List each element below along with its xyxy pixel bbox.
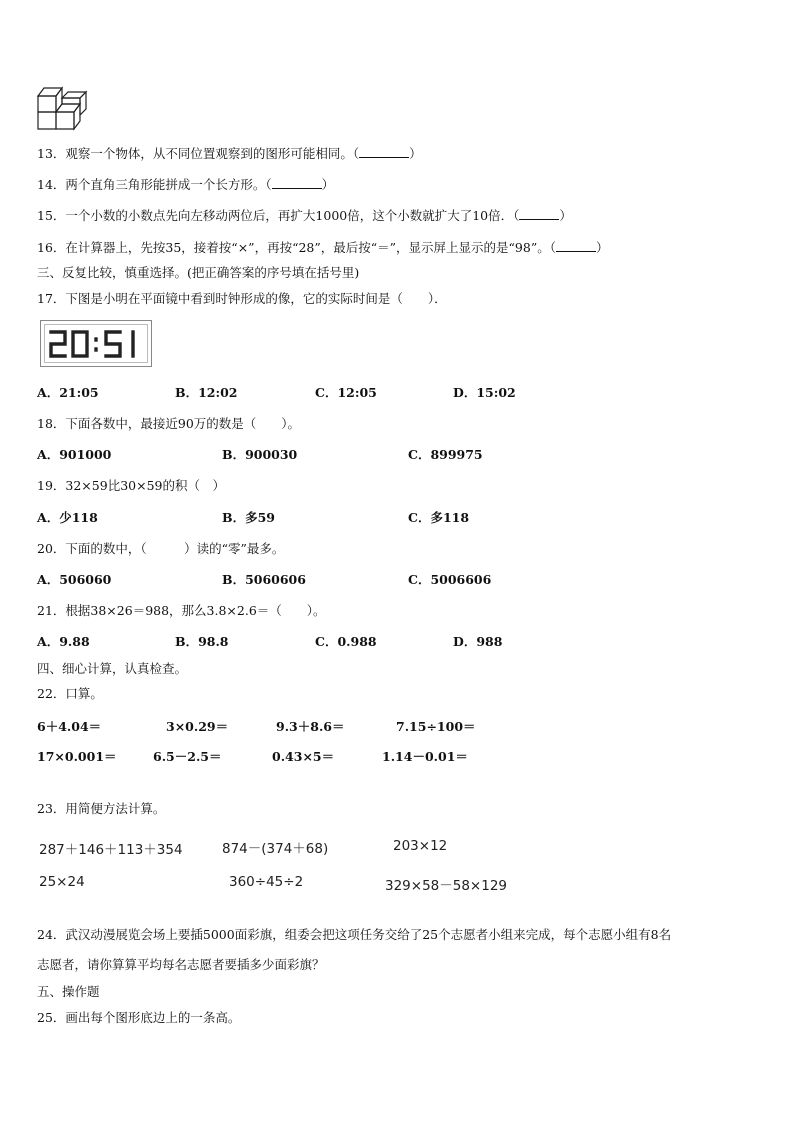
question-20: 20．下面的数中，（ ）读的“零”最多。	[37, 541, 285, 556]
question-19: 19．32×59比30×59的积（ ）	[37, 478, 225, 493]
option-c[interactable]: C．0.988	[315, 634, 377, 649]
simplify-expression: 287＋146＋113＋354	[39, 842, 183, 858]
option-b[interactable]: B．98.8	[175, 634, 229, 649]
option-c[interactable]: C．多118	[408, 510, 470, 525]
option-a[interactable]: A．21:05	[37, 385, 99, 400]
stacked-cubes-figure	[36, 84, 88, 132]
option-a[interactable]: A．少118	[37, 510, 98, 525]
section-3-heading: 三、反复比较，慎重选择。(把正确答案的序号填在括号里)	[37, 265, 360, 280]
question-18: 18．下面各数中，最接近90万的数是（ ）。	[37, 416, 301, 431]
simplify-expression: 874－(374＋68)	[222, 841, 329, 857]
option-d[interactable]: D．988	[453, 634, 503, 649]
section-5-heading: 五、操作题	[37, 984, 100, 999]
option-a[interactable]: A．9.88	[37, 634, 90, 649]
answer-blank[interactable]	[272, 177, 322, 189]
question-24-line-1: 24．武汉动漫展览会场上要插5000面彩旗，组委会把这项任务交给了25个志愿者小组来完成，每个志愿小组有8名	[37, 927, 672, 942]
question-16: 16．在计算器上，先按35，接着按“×”，再按“28”，最后按“＝”，显示屏上显示的是“98”。（ ）	[37, 240, 609, 255]
math-item: 9.3＋8.6＝	[276, 719, 345, 734]
question-24-line-2: 志愿者，请你算算平均每名志愿者要插多少面彩旗？	[37, 957, 325, 972]
clock-digits	[45, 325, 149, 364]
math-item: 1.14－0.01＝	[382, 749, 468, 764]
option-b[interactable]: B．多59	[222, 510, 275, 525]
option-b[interactable]: B．900030	[222, 447, 298, 462]
question-13: 13．观察一个物体，从不同位置观察到的图形可能相同。（ ）	[37, 146, 422, 161]
question-22: 22．口算。	[37, 686, 103, 701]
math-item: 6.5－2.5＝	[153, 749, 222, 764]
option-b[interactable]: B．5060606	[222, 572, 306, 587]
option-b[interactable]: B．12:02	[175, 385, 238, 400]
simplify-expression: 360÷45÷2	[229, 874, 304, 890]
math-item: 7.15÷100＝	[396, 719, 476, 734]
clock-screen	[44, 324, 148, 363]
question-25: 25．画出每个图形底边上的一条高。	[37, 1010, 241, 1025]
simplify-expression: 203×12	[393, 838, 448, 854]
math-item: 0.43×5＝	[272, 749, 335, 764]
math-item: 17×0.001＝	[37, 749, 117, 764]
option-a[interactable]: A．901000	[37, 447, 112, 462]
answer-blank[interactable]	[519, 208, 559, 220]
option-a[interactable]: A．506060	[37, 572, 112, 587]
math-item: 3×0.29＝	[166, 719, 229, 734]
answer-blank[interactable]	[556, 240, 596, 252]
option-d[interactable]: D．15:02	[453, 385, 516, 400]
mirror-clock-figure	[40, 320, 152, 367]
simplify-expression: 25×24	[39, 874, 85, 890]
answer-blank[interactable]	[359, 146, 409, 158]
question-23: 23．用简便方法计算。	[37, 801, 166, 816]
question-15: 15．一个小数的小数点先向左移动两位后，再扩大1000倍，这个小数就扩大了10倍．（ ）	[37, 208, 572, 223]
math-item: 6＋4.04＝	[37, 719, 102, 734]
option-c[interactable]: C．12:05	[315, 385, 377, 400]
question-17: 17．下图是小明在平面镜中看到时钟形成的像，它的实际时间是（ ）．	[37, 291, 447, 306]
question-21: 21．根据38×26＝988，那么3.8×2.6＝（ ）。	[37, 603, 326, 618]
option-c[interactable]: C．899975	[408, 447, 483, 462]
question-14: 14．两个直角三角形能拼成一个长方形。（ ）	[37, 177, 335, 192]
simplify-expression: 329×58－58×129	[385, 878, 508, 894]
option-c[interactable]: C．5006606	[408, 572, 492, 587]
section-4-heading: 四、细心计算，认真检查。	[37, 661, 188, 676]
